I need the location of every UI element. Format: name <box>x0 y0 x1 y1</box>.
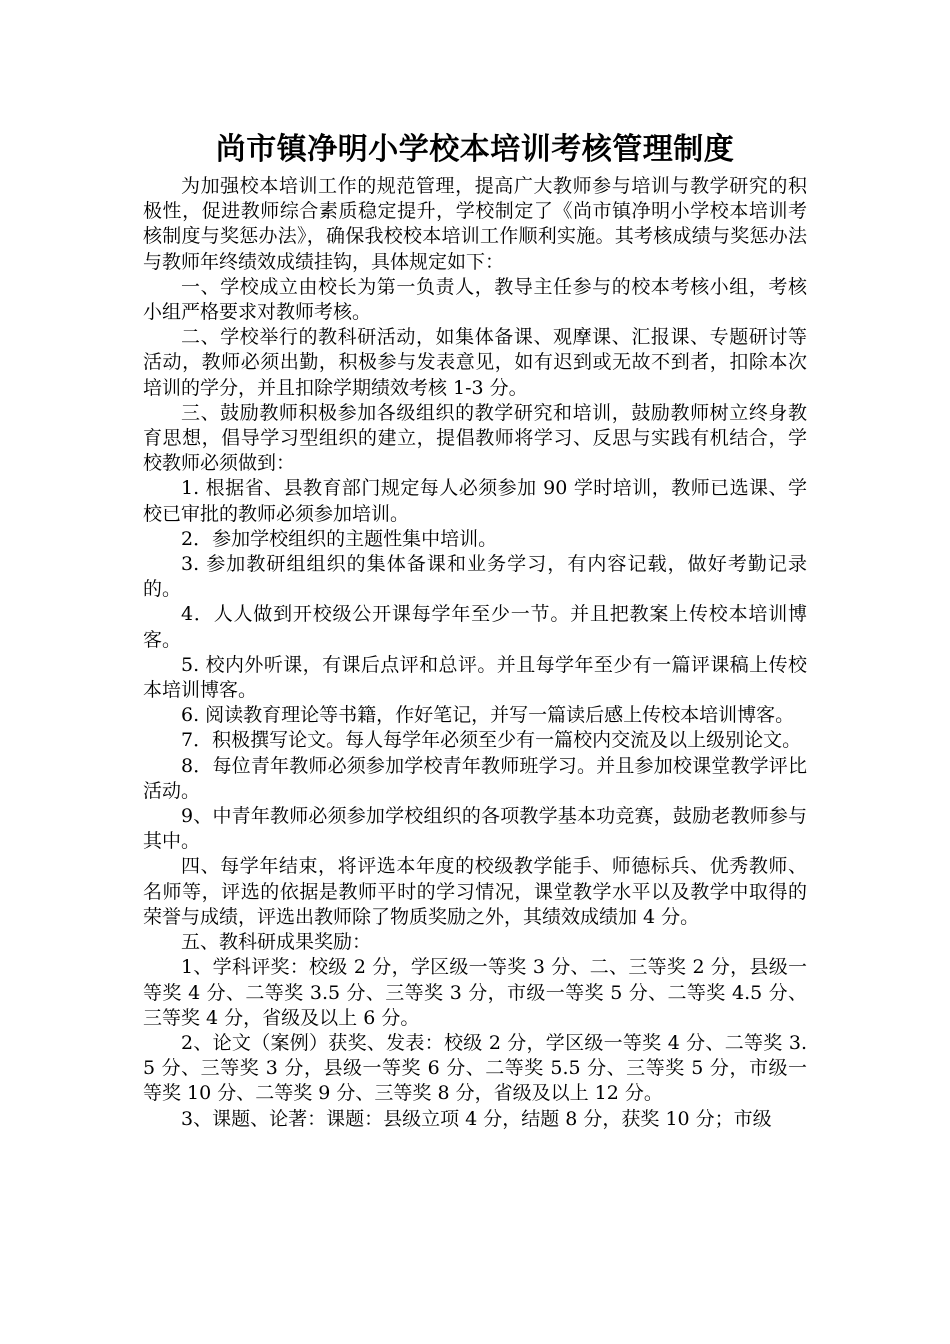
requirement-3: 3. 参加教研组组织的集体备课和业务学习，有内容记载，做好考勤记录的。 <box>143 553 807 601</box>
requirement-2: 2．参加学校组织的主题性集中培训。 <box>181 527 498 550</box>
document-title: 尚市镇净明小学校本培训考核管理制度 <box>215 132 735 167</box>
requirement-5: 5. 校内外听课，有课后点评和总评。并且每学年至少有一篇评课稿上传校本培训博客。 <box>143 653 807 702</box>
reward-3: 3、课题、论著：课题：县级立项 4 分，结题 8 分，获奖 10 分；市级 <box>181 1107 772 1130</box>
section-2-paragraph: 二、学校举行的教科研活动，如集体备课、观摩课、汇报课、专题研讨等活动，教师必须出勤，积极参与发表意见，如有迟到或无故不到者，扣除本次培训的学分，并且扣除学期绩效考核 1-3 分。 <box>143 326 807 399</box>
requirement-1: 1. 根据省、县教育部门规定每人必须参加 90 学时培训，教师已选课、学校已审批的教师必须参加培训。 <box>143 477 807 525</box>
section-1-paragraph: 一、学校成立由校长为第一负责人，教导主任参与的校本考核小组，考核小组严格要求对教师考核。 <box>143 275 807 324</box>
reward-1: 1、学科评奖：校级 2 分，学区级一等奖 3 分、二、三等奖 2 分，县级一等奖 4 分、二等奖 3.5 分、三等奖 3 分，市级一等奖 5 分、二等奖 4.5 分、三等奖 4 分，省级及以上 6 分。 <box>143 956 807 1029</box>
requirement-4: 4．人人做到开校级公开课每学年至少一节。并且把教案上传校本培训博客。 <box>143 603 807 651</box>
intro-paragraph: 为加强校本培训工作的规范管理，提高广大教师参与培训与教学研究的积极性，促进教师综合素质稳定提升，学校制定了《尚市镇净明小学校本培训考核制度与奖惩办法》，确保我校校本培训工作顺利实施。其考核成绩与奖惩办法与教师年终绩效成绩挂钩，具体规定如下： <box>143 175 807 273</box>
document-page <box>143 128 807 1132</box>
section-3-paragraph: 三、鼓励教师积极参加各级组织的教学研究和培训，鼓励教师树立终身教育思想，倡导学习型组织的建立，提倡教师将学习、反思与实践有机结合，学校教师必须做到： <box>143 401 807 475</box>
section-4-paragraph: 四、每学年结束，将评选本年度的校级教学能手、师德标兵、优秀教师、名师等，评选的依据是教师平时的学习情况，课堂教学水平以及教学中取得的荣誉与成绩，评选出教师除了物质奖励之外，其绩效成绩加 4 分。 <box>143 855 807 928</box>
requirement-6: 6. 阅读教育理论等书籍，作好笔记，并写一篇读后感上传校本培训博客。 <box>181 704 795 727</box>
document-body <box>143 174 807 1132</box>
requirement-7: 7．积极撰写论文。每人每学年必须至少有一篇校内交流及以上级别论文。 <box>181 729 802 752</box>
requirement-8: 8．每位青年教师必须参加学校青年教师班学习。并且参加校课堂教学评比活动。 <box>143 754 807 802</box>
reward-2: 2、论文（案例）获奖、发表：校级 2 分，学区级一等奖 4 分、二等奖 3.5 分、三等奖 3 分，县级一等奖 6 分、二等奖 5.5 分、三等奖 5 分，市级一等奖 10 分、二等奖 9 分、三等奖 8 分，省级及以上 12 分。 <box>143 1031 807 1105</box>
requirement-9: 9、中青年教师必须参加学校组织的各项教学基本功竞赛，鼓励老教师参与其中。 <box>143 805 807 853</box>
section-5-heading: 五、教科研成果奖励： <box>181 931 372 954</box>
